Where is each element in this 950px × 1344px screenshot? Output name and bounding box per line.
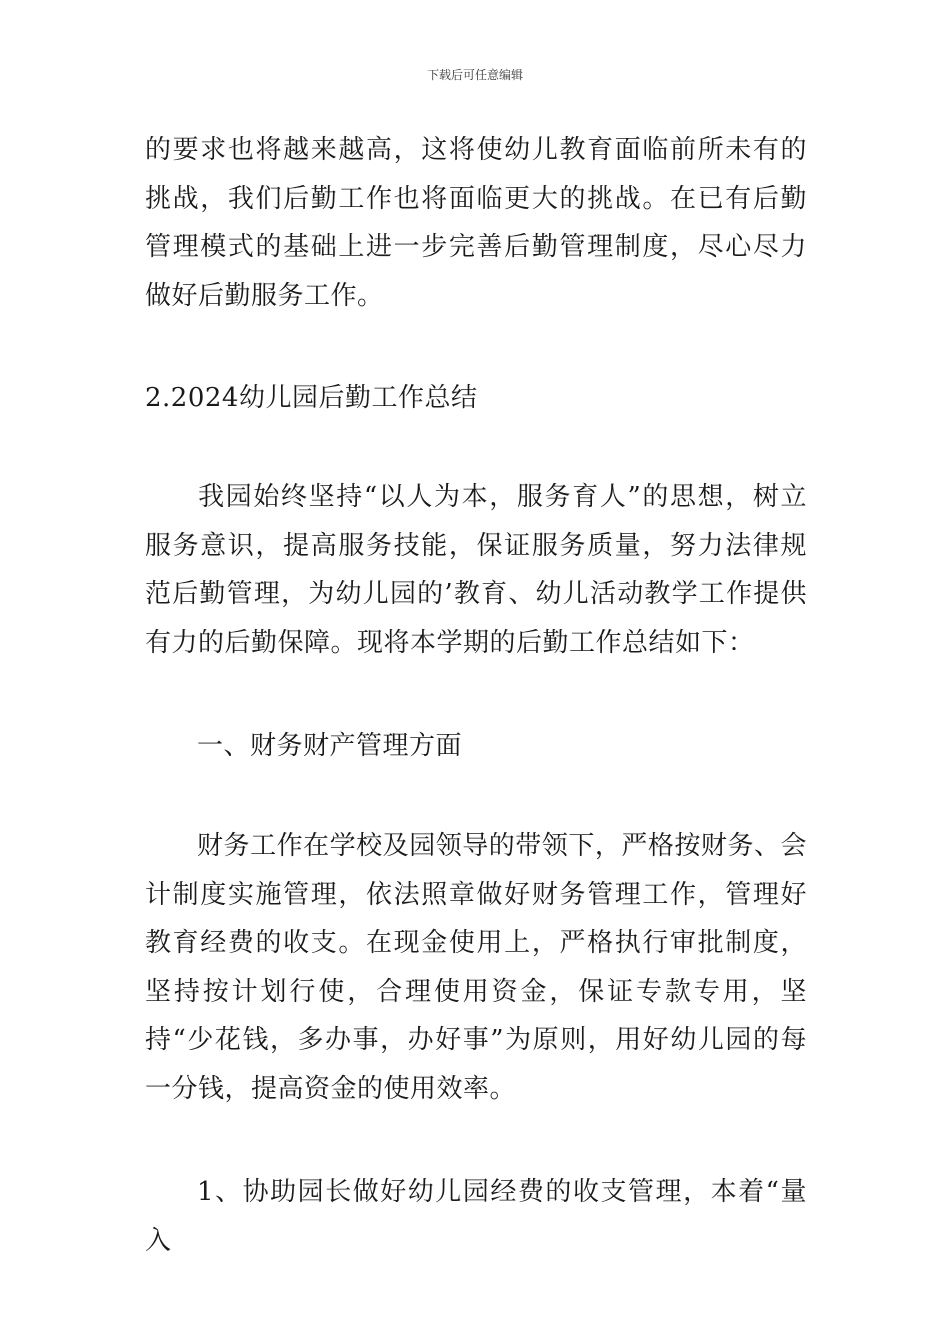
heading-text: 2.2024幼儿园后勤工作总结 bbox=[145, 383, 478, 413]
heading-text: 一、财务财产管理方面 bbox=[197, 731, 463, 761]
section-heading-finance bbox=[145, 722, 807, 771]
section-heading-summary bbox=[145, 374, 807, 423]
paragraph-text: 我园始终坚持“以人为本，服务育人”的思想，树立服务意识，提高服务技能，保证服务质量，努力法律规范后勤管理，为幼儿园的’教育、幼儿活动教学工作提供有力的后勤保障。现将本学期的后勤工作总结如下： bbox=[145, 482, 807, 658]
paragraph-intro-continued bbox=[145, 126, 807, 320]
paragraph-list-item-1 bbox=[145, 1168, 807, 1265]
paragraph-summary-intro bbox=[145, 473, 807, 667]
paragraph-text: 1、协助园长做好幼儿园经费的收支管理，本着“量入 bbox=[145, 1177, 807, 1256]
paragraph-finance-work bbox=[145, 822, 807, 1113]
paragraph-text: 财务工作在学校及园领导的带领下，严格按财务、会计制度实施管理，依法照章做好财务管理工作，管理好教育经费的收支。在现金使用上，严格执行审批制度，坚持按计划行使，合理使用资金，保证专款专用，坚持“少花钱，多办事，办好事”为原则，用好幼儿园的每一分钱，提高资金的使用效率。 bbox=[145, 831, 807, 1104]
page-header-note: 下载后可任意编辑 bbox=[426, 68, 523, 82]
paragraph-text: 的要求也将越来越高，这将使幼儿教育面临前所未有的挑战，我们后勤工作也将面临更大的挑战。在已有后勤管理模式的基础上进一步完善后勤管理制度，尽心尽力做好后勤服务工作。 bbox=[145, 135, 807, 311]
